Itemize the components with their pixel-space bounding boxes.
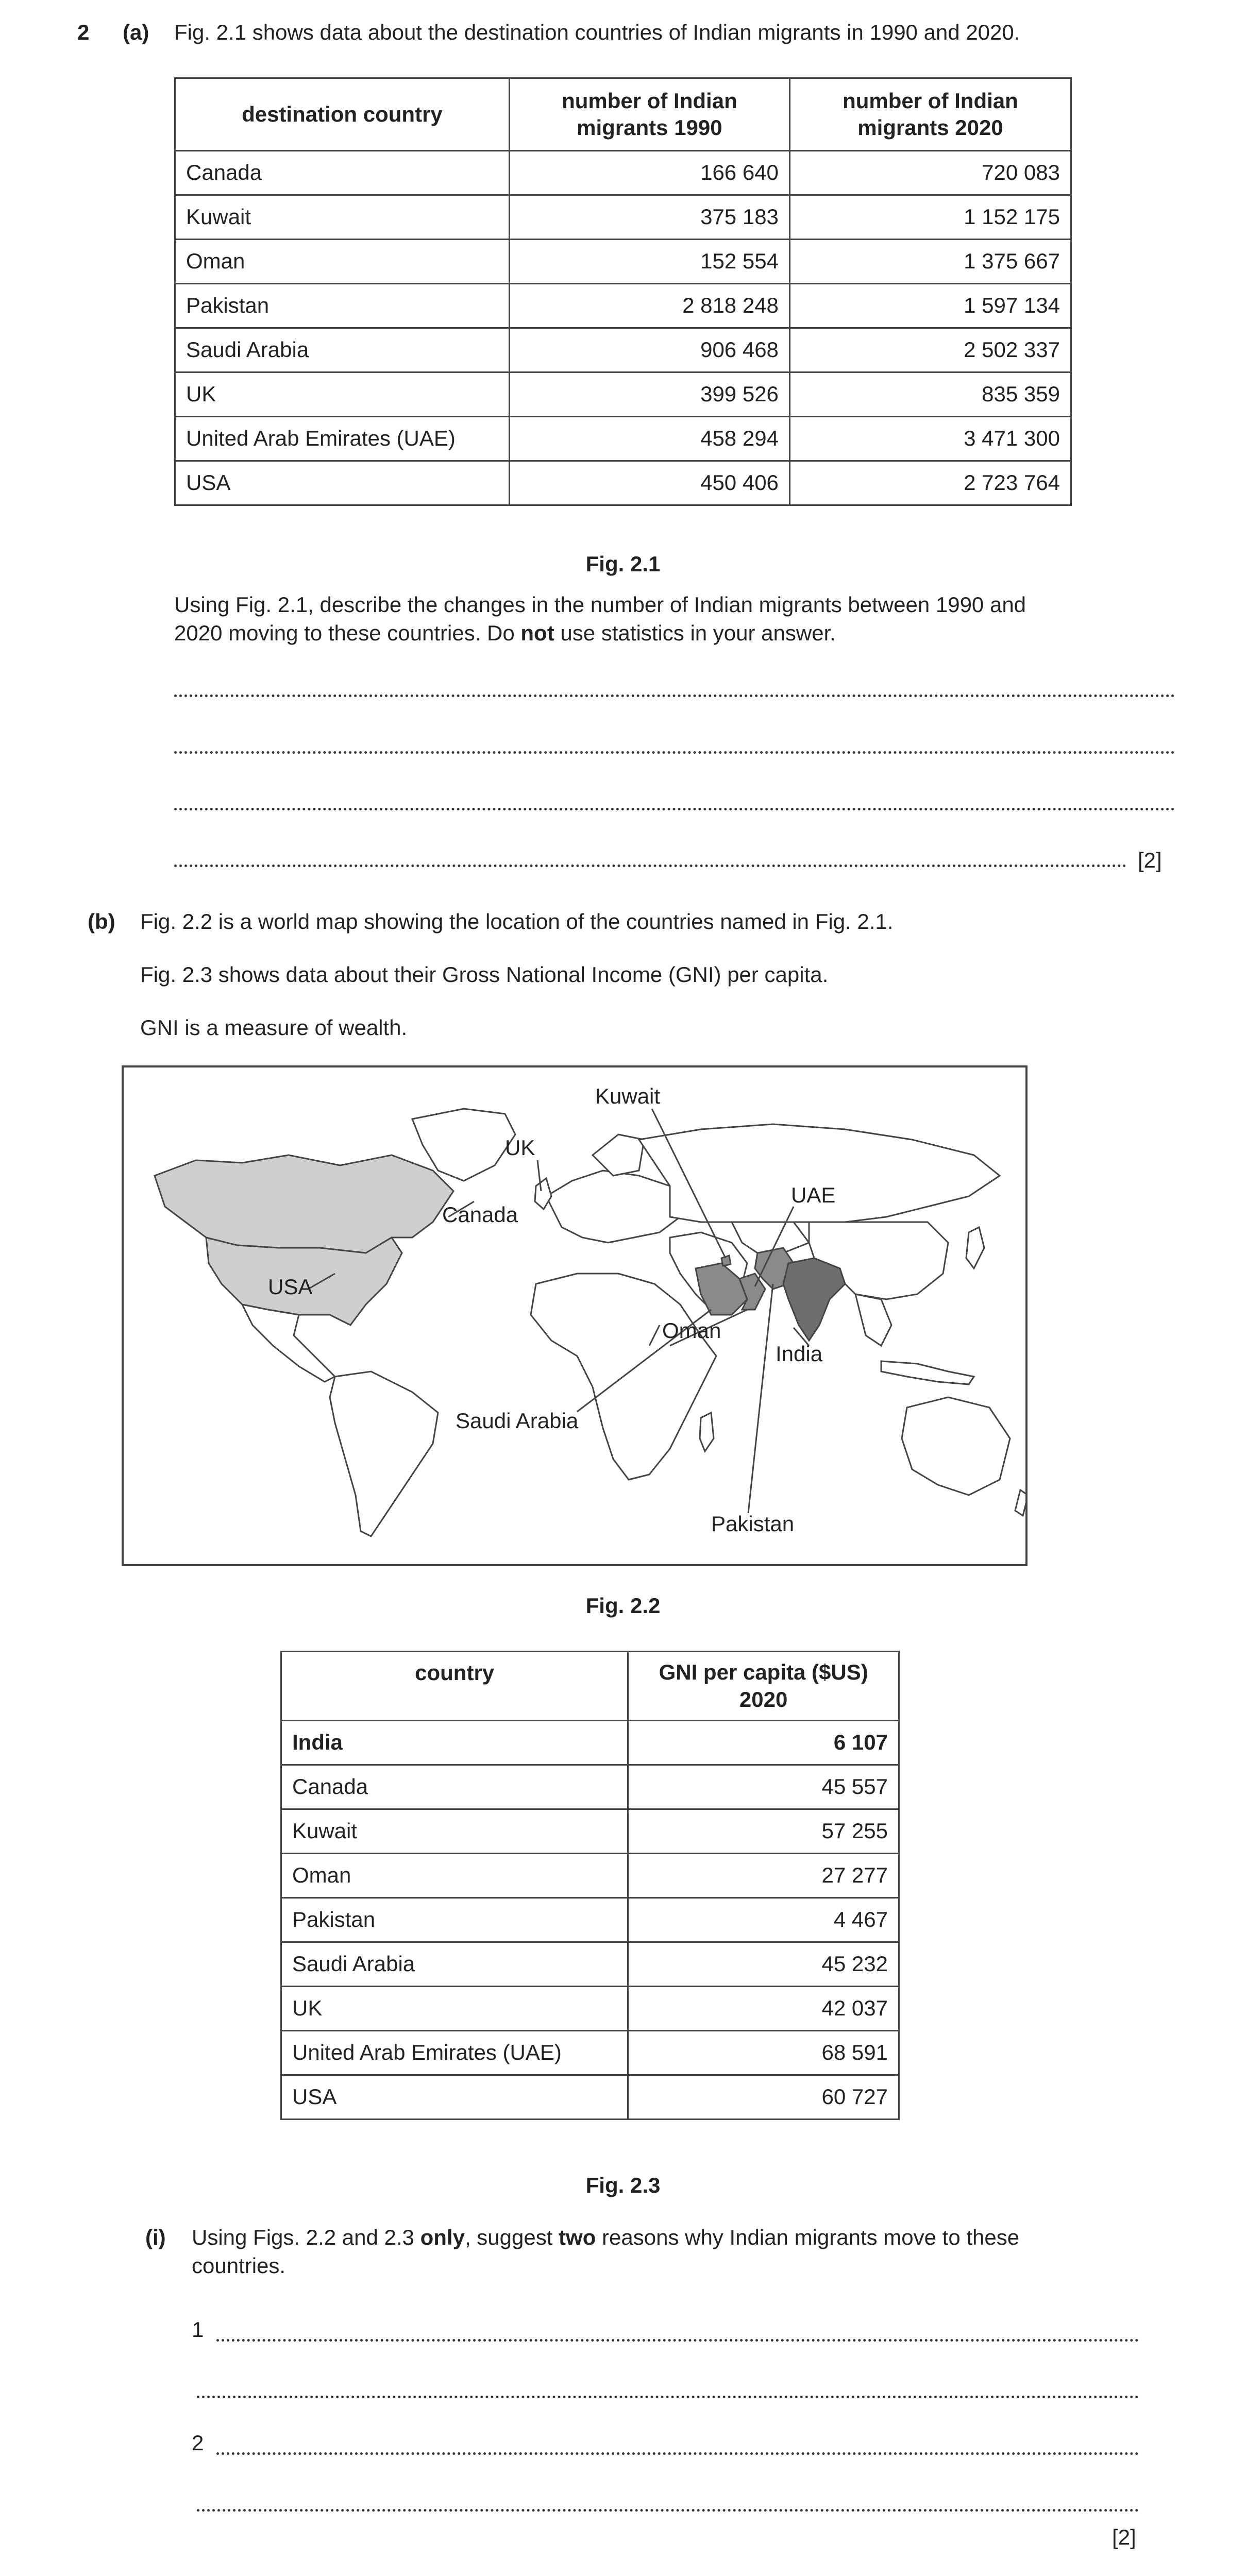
table-cell: Saudi Arabia	[281, 1942, 628, 1987]
table-row	[281, 1987, 899, 2031]
indonesia-shape	[881, 1361, 974, 1384]
answer-line[interactable]	[174, 808, 1175, 810]
table-row	[281, 1809, 899, 1854]
table-row	[175, 195, 1071, 240]
table-cell: 4 467	[628, 1898, 899, 1942]
answer-number-1: 1	[192, 2317, 204, 2342]
table-cell: 2 818 248	[509, 284, 789, 328]
answer-line[interactable]	[216, 2452, 1139, 2455]
table-cell: USA	[175, 461, 510, 505]
new-zealand-shape	[1015, 1490, 1025, 1516]
madagascar-shape	[700, 1413, 714, 1451]
canada-shape	[155, 1155, 453, 1253]
central-asia-shape	[732, 1222, 809, 1253]
part-b-line3: GNI is a measure of wealth.	[140, 1015, 408, 1040]
table-cell: 45 557	[628, 1765, 899, 1809]
table-cell: United Arab Emirates (UAE)	[281, 2031, 628, 2075]
table-cell: India	[281, 1721, 628, 1765]
table-cell: 835 359	[789, 372, 1071, 417]
table-cell: 2 723 764	[789, 461, 1071, 505]
table-cell: Canada	[281, 1765, 628, 1809]
table-header: number of Indian migrants 2020	[789, 78, 1071, 151]
table-header-row	[175, 78, 1071, 151]
table-cell: UK	[175, 372, 510, 417]
japan-shape	[966, 1227, 984, 1268]
table-row	[175, 417, 1071, 461]
prompt-text: use statistics in your answer.	[554, 620, 836, 645]
answer-line[interactable]	[174, 865, 1126, 867]
table-header: destination country	[175, 78, 510, 151]
map-label-oman: Oman	[662, 1318, 721, 1343]
prompt-emphasis: two	[559, 2225, 596, 2249]
table-cell: United Arab Emirates (UAE)	[175, 417, 510, 461]
fig-2-3-caption: Fig. 2.3	[585, 2173, 661, 2197]
table-cell: 375 183	[509, 195, 789, 240]
part-b-line2: Fig. 2.3 shows data about their Gross National Income (GNI) per capita.	[140, 962, 829, 987]
map-label-uae: UAE	[791, 1183, 836, 1207]
part-a-intro: Fig. 2.1 shows data about the destination countries of Indian migrants in 1990 and 2020.	[174, 20, 1020, 44]
prompt-text: 2020 moving to these countries. Do	[174, 620, 521, 645]
kuwait-shape	[721, 1256, 731, 1266]
prompt-emphasis: only	[420, 2225, 465, 2249]
table-cell: 6 107	[628, 1721, 899, 1765]
table-cell: Canada	[175, 151, 510, 195]
map-label-canada: Canada	[442, 1202, 518, 1227]
leader-pakistan	[748, 1284, 773, 1513]
answer-line[interactable]	[216, 2339, 1139, 2342]
prompt-line: countries.	[192, 2253, 286, 2278]
prompt-line: Using Fig. 2.1, describe the changes in the number of Indian migrants between 1990 and	[174, 592, 1026, 617]
answer-line[interactable]	[197, 2396, 1139, 2398]
prompt-text: Using Figs. 2.2 and 2.3	[192, 2225, 420, 2249]
prompt-text: , suggest	[464, 2225, 559, 2249]
part-a-prompt	[174, 591, 1175, 647]
table-cell: Kuwait	[175, 195, 510, 240]
map-label-usa: USA	[268, 1275, 313, 1299]
part-b-i-marks: [2]	[1112, 2525, 1136, 2549]
prompt-line	[174, 619, 1175, 648]
table-row	[175, 328, 1071, 372]
part-a-label: (a)	[123, 20, 149, 44]
scandinavia-shape	[593, 1134, 644, 1176]
part-b-i-label: (i)	[145, 2225, 166, 2249]
table-row	[175, 151, 1071, 195]
table-row	[281, 2031, 899, 2075]
table-row	[175, 372, 1071, 417]
map-label-uk: UK	[505, 1136, 535, 1160]
answer-line[interactable]	[174, 751, 1175, 754]
table-row	[281, 1765, 899, 1809]
prompt-text: reasons why Indian migrants move to these	[596, 2225, 1020, 2249]
table-row	[281, 1942, 899, 1987]
table-cell: Saudi Arabia	[175, 328, 510, 372]
world-map	[122, 1065, 1028, 1566]
table-row	[281, 1854, 899, 1898]
table-cell: 166 640	[509, 151, 789, 195]
table-cell: 152 554	[509, 240, 789, 284]
table-cell: 1 152 175	[789, 195, 1071, 240]
prompt-emphasis: not	[520, 620, 554, 645]
se-asia-shape	[855, 1294, 891, 1346]
table-header: country	[281, 1652, 628, 1721]
table-cell: Pakistan	[281, 1898, 628, 1942]
table-row	[175, 461, 1071, 505]
australia-shape	[902, 1397, 1010, 1495]
part-b-line1: Fig. 2.2 is a world map showing the location of the countries named in Fig. 2.1.	[140, 909, 894, 934]
table-cell: USA	[281, 2075, 628, 2120]
table-cell: 1 375 667	[789, 240, 1071, 284]
fig-2-1-caption: Fig. 2.1	[585, 552, 661, 576]
table-cell: 27 277	[628, 1854, 899, 1898]
europe-shape	[546, 1171, 680, 1243]
answer-number-2: 2	[192, 2431, 204, 2455]
part-a-marks: [2]	[1138, 848, 1162, 872]
russia-shape	[639, 1124, 1000, 1222]
world-map-drawing	[124, 1067, 1025, 1564]
map-label-india: India	[776, 1342, 823, 1366]
table-cell: 458 294	[509, 417, 789, 461]
part-b-label: (b)	[88, 909, 115, 934]
table-cell: 45 232	[628, 1942, 899, 1987]
table-header: number of Indian migrants 1990	[509, 78, 789, 151]
table-row	[281, 1721, 899, 1765]
table-cell: 720 083	[789, 151, 1071, 195]
table-row	[175, 284, 1071, 328]
table-cell: UK	[281, 1987, 628, 2031]
table-cell: Oman	[175, 240, 510, 284]
prompt-line	[192, 2224, 1140, 2252]
table-cell: 2 502 337	[789, 328, 1071, 372]
table-cell: 68 591	[628, 2031, 899, 2075]
table-row	[175, 240, 1071, 284]
table-header: GNI per capita ($US) 2020	[628, 1652, 899, 1721]
table-cell: Oman	[281, 1854, 628, 1898]
table-cell: 450 406	[509, 461, 789, 505]
answer-line[interactable]	[197, 2509, 1139, 2512]
mexico-shape	[242, 1304, 335, 1382]
table-cell: 60 727	[628, 2075, 899, 2120]
india-shape	[783, 1258, 845, 1341]
map-label-saudi-arabia: Saudi Arabia	[456, 1409, 579, 1433]
fig-2-2-caption: Fig. 2.2	[585, 1594, 661, 1618]
uk-shape	[535, 1178, 551, 1209]
table-cell: Kuwait	[281, 1809, 628, 1854]
south-america-shape	[330, 1371, 438, 1536]
map-label-pakistan: Pakistan	[711, 1512, 795, 1536]
table-cell: 399 526	[509, 372, 789, 417]
gni-table	[280, 1651, 900, 2120]
answer-line[interactable]	[174, 694, 1175, 697]
table-row	[281, 2075, 899, 2120]
table-cell: 1 597 134	[789, 284, 1071, 328]
table-cell: 42 037	[628, 1987, 899, 2031]
migrants-table	[174, 77, 1072, 506]
part-b-i-text	[192, 2224, 1140, 2280]
table-cell: 57 255	[628, 1809, 899, 1854]
table-row	[281, 1898, 899, 1942]
map-label-kuwait: Kuwait	[595, 1084, 661, 1108]
table-header-row	[281, 1652, 899, 1721]
table-cell: Pakistan	[175, 284, 510, 328]
table-cell: 3 471 300	[789, 417, 1071, 461]
question-number: 2	[77, 20, 90, 44]
table-cell: 906 468	[509, 328, 789, 372]
